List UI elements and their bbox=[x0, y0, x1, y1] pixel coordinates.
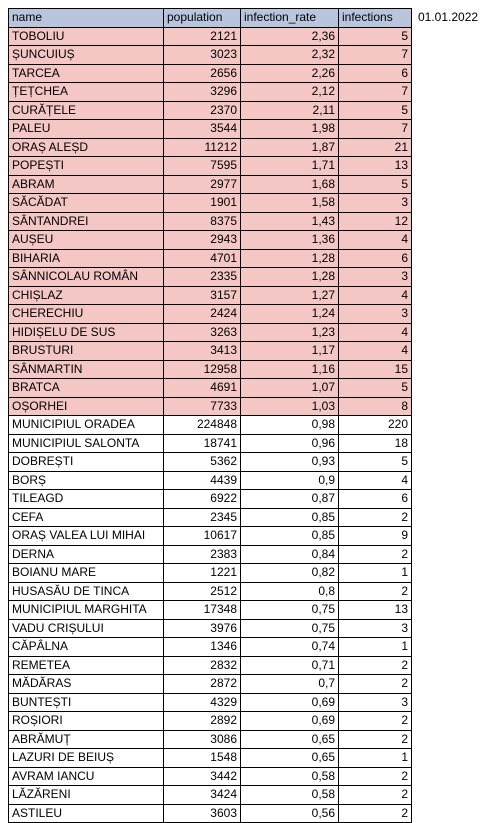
cell-population[interactable]: 3424 bbox=[164, 786, 241, 805]
table-row bbox=[9, 416, 412, 435]
cell-infections[interactable]: 4 bbox=[339, 286, 412, 305]
cell-infections[interactable]: 13 bbox=[339, 157, 412, 176]
table-row bbox=[9, 379, 412, 398]
table-row bbox=[9, 64, 412, 83]
table-row bbox=[9, 268, 412, 287]
table-row bbox=[9, 582, 412, 601]
table-row bbox=[9, 212, 412, 231]
cell-infections[interactable]: 2 bbox=[339, 767, 412, 786]
table-row bbox=[9, 786, 412, 805]
cell-infection-rate[interactable]: 1,28 bbox=[241, 249, 339, 268]
cell-name[interactable]: MĂDĂRAS bbox=[9, 675, 164, 694]
cell-infections[interactable]: 2 bbox=[339, 712, 412, 731]
cell-infection-rate[interactable]: 1,07 bbox=[241, 379, 339, 398]
cell-population[interactable]: 2832 bbox=[164, 656, 241, 675]
table-row bbox=[9, 323, 412, 342]
cell-name[interactable]: ȘUNCUIUȘ bbox=[9, 46, 164, 65]
cell-name[interactable]: SĂCĂDAT bbox=[9, 194, 164, 213]
cell-infection-rate[interactable]: 1,16 bbox=[241, 360, 339, 379]
cell-infection-rate[interactable]: 0,84 bbox=[241, 545, 339, 564]
cell-infections[interactable]: 3 bbox=[339, 194, 412, 213]
table-row bbox=[9, 138, 412, 157]
cell-infections[interactable]: 12 bbox=[339, 212, 412, 231]
cell-infection-rate[interactable]: 0,65 bbox=[241, 749, 339, 768]
cell-population[interactable]: 1221 bbox=[164, 564, 241, 583]
cell-population[interactable]: 224848 bbox=[164, 416, 241, 435]
cell-infections[interactable]: 3 bbox=[339, 693, 412, 712]
cell-population[interactable]: 11212 bbox=[164, 138, 241, 157]
cell-infections[interactable]: 2 bbox=[339, 545, 412, 564]
cell-infections[interactable]: 1 bbox=[339, 564, 412, 583]
cell-infections[interactable]: 6 bbox=[339, 249, 412, 268]
cell-name[interactable]: BRATCA bbox=[9, 379, 164, 398]
table-row bbox=[9, 749, 412, 768]
cell-infection-rate[interactable]: 2,36 bbox=[241, 27, 339, 46]
header-cell-name[interactable]: name bbox=[9, 9, 164, 28]
cell-infections[interactable]: 5 bbox=[339, 175, 412, 194]
cell-name[interactable]: PALEU bbox=[9, 120, 164, 139]
table-row bbox=[9, 286, 412, 305]
cell-population[interactable]: 7595 bbox=[164, 157, 241, 176]
cell-population[interactable]: 10617 bbox=[164, 527, 241, 546]
cell-population[interactable]: 6922 bbox=[164, 490, 241, 509]
cell-name[interactable]: ORAȘ ALEȘD bbox=[9, 138, 164, 157]
spreadsheet bbox=[8, 8, 412, 823]
cell-infection-rate[interactable]: 1,03 bbox=[241, 397, 339, 416]
cell-name[interactable]: LĂZĂRENI bbox=[9, 786, 164, 805]
cell-name[interactable]: CHIȘLAZ bbox=[9, 286, 164, 305]
cell-infections[interactable]: 3 bbox=[339, 305, 412, 324]
cell-infection-rate[interactable]: 1,36 bbox=[241, 231, 339, 250]
table-row bbox=[9, 231, 412, 250]
cell-infections[interactable]: 2 bbox=[339, 675, 412, 694]
cell-population[interactable]: 4439 bbox=[164, 471, 241, 490]
cell-infection-rate[interactable]: 0,8 bbox=[241, 582, 339, 601]
cell-population[interactable]: 2121 bbox=[164, 27, 241, 46]
cell-population[interactable]: 5362 bbox=[164, 453, 241, 472]
table-row bbox=[9, 767, 412, 786]
cell-infection-rate[interactable]: 0,58 bbox=[241, 767, 339, 786]
cell-infections[interactable]: 4 bbox=[339, 471, 412, 490]
cell-infection-rate[interactable]: 0,75 bbox=[241, 601, 339, 620]
cell-infection-rate[interactable]: 1,58 bbox=[241, 194, 339, 213]
cell-infections[interactable]: 1 bbox=[339, 749, 412, 768]
cell-population[interactable]: 3296 bbox=[164, 83, 241, 102]
cell-population[interactable]: 18741 bbox=[164, 434, 241, 453]
table-row bbox=[9, 638, 412, 657]
cell-infections[interactable]: 7 bbox=[339, 120, 412, 139]
cell-infections[interactable]: 2 bbox=[339, 582, 412, 601]
cell-name[interactable]: MUNICIPIUL ORADEA bbox=[9, 416, 164, 435]
header-cell-infections[interactable]: infections bbox=[339, 9, 412, 28]
table-row bbox=[9, 693, 412, 712]
table-row bbox=[9, 453, 412, 472]
cell-name[interactable]: BUNTEȘTI bbox=[9, 693, 164, 712]
cell-population[interactable]: 3157 bbox=[164, 286, 241, 305]
cell-name[interactable]: CEFA bbox=[9, 508, 164, 527]
date-label[interactable]: 01.01.2022 bbox=[418, 10, 479, 24]
cell-population[interactable]: 3603 bbox=[164, 804, 241, 823]
cell-name[interactable]: VADU CRIȘULUI bbox=[9, 619, 164, 638]
table-row bbox=[9, 675, 412, 694]
cell-population[interactable]: 2977 bbox=[164, 175, 241, 194]
cell-infection-rate[interactable]: 1,27 bbox=[241, 286, 339, 305]
cell-population[interactable]: 2345 bbox=[164, 508, 241, 527]
cell-infections[interactable]: 2 bbox=[339, 804, 412, 823]
cell-infection-rate[interactable]: 0,75 bbox=[241, 619, 339, 638]
cell-infection-rate[interactable]: 0,96 bbox=[241, 434, 339, 453]
cell-population[interactable]: 2370 bbox=[164, 101, 241, 120]
cell-infections[interactable]: 6 bbox=[339, 490, 412, 509]
cell-population[interactable]: 8375 bbox=[164, 212, 241, 231]
cell-infection-rate[interactable]: 1,68 bbox=[241, 175, 339, 194]
cell-population[interactable]: 3023 bbox=[164, 46, 241, 65]
cell-name[interactable]: BRUSTURI bbox=[9, 342, 164, 361]
cell-infection-rate[interactable]: 0,71 bbox=[241, 656, 339, 675]
cell-population[interactable]: 2512 bbox=[164, 582, 241, 601]
cell-infection-rate[interactable]: 0,87 bbox=[241, 490, 339, 509]
cell-infections[interactable]: 3 bbox=[339, 268, 412, 287]
cell-infections[interactable]: 5 bbox=[339, 101, 412, 120]
cell-infections[interactable]: 5 bbox=[339, 453, 412, 472]
cell-name[interactable]: TOBOLIU bbox=[9, 27, 164, 46]
table-row bbox=[9, 120, 412, 139]
cell-infection-rate[interactable]: 0,7 bbox=[241, 675, 339, 694]
cell-name[interactable]: AUȘEU bbox=[9, 231, 164, 250]
cell-infection-rate[interactable]: 0,82 bbox=[241, 564, 339, 583]
cell-population[interactable]: 2872 bbox=[164, 675, 241, 694]
cell-infections[interactable]: 15 bbox=[339, 360, 412, 379]
table-row bbox=[9, 601, 412, 620]
cell-infections[interactable]: 9 bbox=[339, 527, 412, 546]
cell-name[interactable]: LAZURI DE BEIUȘ bbox=[9, 749, 164, 768]
table-row bbox=[9, 305, 412, 324]
cell-name[interactable]: ABRAM bbox=[9, 175, 164, 194]
cell-name[interactable]: ABRĂMUȚ bbox=[9, 730, 164, 749]
cell-name[interactable]: MUNICIPIUL SALONTA bbox=[9, 434, 164, 453]
cell-name[interactable]: SÂNMARTIN bbox=[9, 360, 164, 379]
cell-population[interactable]: 1901 bbox=[164, 194, 241, 213]
cell-infections[interactable]: 5 bbox=[339, 27, 412, 46]
cell-infection-rate[interactable]: 0,74 bbox=[241, 638, 339, 657]
cell-name[interactable]: ORAȘ VALEA LUI MIHAI bbox=[9, 527, 164, 546]
table-row bbox=[9, 471, 412, 490]
cell-infection-rate[interactable]: 0,56 bbox=[241, 804, 339, 823]
cell-infections[interactable]: 21 bbox=[339, 138, 412, 157]
cell-infections[interactable]: 2 bbox=[339, 730, 412, 749]
cell-name[interactable]: CĂPÂLNA bbox=[9, 638, 164, 657]
header-cell-infection-rate[interactable]: infection_rate bbox=[241, 9, 339, 28]
cell-name[interactable]: ASTILEU bbox=[9, 804, 164, 823]
table-row bbox=[9, 527, 412, 546]
cell-population[interactable]: 3544 bbox=[164, 120, 241, 139]
cell-infection-rate[interactable]: 1,17 bbox=[241, 342, 339, 361]
cell-infection-rate[interactable]: 0,85 bbox=[241, 527, 339, 546]
cell-infections[interactable]: 2 bbox=[339, 786, 412, 805]
cell-infections[interactable]: 4 bbox=[339, 323, 412, 342]
cell-name[interactable]: BORȘ bbox=[9, 471, 164, 490]
table-row bbox=[9, 712, 412, 731]
cell-infections[interactable]: 13 bbox=[339, 601, 412, 620]
cell-name[interactable]: ȚEȚCHEA bbox=[9, 83, 164, 102]
cell-name[interactable]: CURĂȚELE bbox=[9, 101, 164, 120]
table-row bbox=[9, 360, 412, 379]
table-row bbox=[9, 545, 412, 564]
cell-infection-rate[interactable]: 2,26 bbox=[241, 64, 339, 83]
cell-name[interactable]: OȘORHEI bbox=[9, 397, 164, 416]
cell-infections[interactable]: 18 bbox=[339, 434, 412, 453]
cell-infection-rate[interactable]: 0,69 bbox=[241, 712, 339, 731]
cell-infections[interactable]: 7 bbox=[339, 46, 412, 65]
cell-name[interactable]: DOBREȘTI bbox=[9, 453, 164, 472]
cell-infections[interactable]: 6 bbox=[339, 64, 412, 83]
table-row bbox=[9, 730, 412, 749]
cell-name[interactable]: SÂNTANDREI bbox=[9, 212, 164, 231]
cell-infection-rate[interactable]: 1,24 bbox=[241, 305, 339, 324]
cell-infections[interactable]: 2 bbox=[339, 656, 412, 675]
cell-name[interactable]: HIDIȘELU DE SUS bbox=[9, 323, 164, 342]
cell-infections[interactable]: 7 bbox=[339, 83, 412, 102]
cell-population[interactable]: 2656 bbox=[164, 64, 241, 83]
table-row bbox=[9, 508, 412, 527]
table-row bbox=[9, 101, 412, 120]
cell-infections[interactable]: 4 bbox=[339, 342, 412, 361]
cell-name[interactable]: TARCEA bbox=[9, 64, 164, 83]
cell-infection-rate[interactable]: 2,12 bbox=[241, 83, 339, 102]
table-row bbox=[9, 564, 412, 583]
cell-population[interactable]: 2335 bbox=[164, 268, 241, 287]
cell-name[interactable]: CHERECHIU bbox=[9, 305, 164, 324]
table-row bbox=[9, 175, 412, 194]
cell-infection-rate[interactable]: 0,58 bbox=[241, 786, 339, 805]
cell-infection-rate[interactable]: 0,98 bbox=[241, 416, 339, 435]
cell-infection-rate[interactable]: 1,28 bbox=[241, 268, 339, 287]
cell-infection-rate[interactable]: 1,23 bbox=[241, 323, 339, 342]
cell-infection-rate[interactable]: 1,43 bbox=[241, 212, 339, 231]
table-row bbox=[9, 157, 412, 176]
cell-infection-rate[interactable]: 2,11 bbox=[241, 101, 339, 120]
table-row bbox=[9, 27, 412, 46]
cell-population[interactable]: 7733 bbox=[164, 397, 241, 416]
cell-name[interactable]: MUNICIPIUL MARGHITA bbox=[9, 601, 164, 620]
cell-infection-rate[interactable]: 1,98 bbox=[241, 120, 339, 139]
cell-infections[interactable]: 2 bbox=[339, 508, 412, 527]
data-table bbox=[8, 8, 412, 823]
cell-infection-rate[interactable]: 0,93 bbox=[241, 453, 339, 472]
table-row bbox=[9, 194, 412, 213]
cell-name[interactable]: BOIANU MARE bbox=[9, 564, 164, 583]
cell-population[interactable]: 3413 bbox=[164, 342, 241, 361]
cell-population[interactable]: 3263 bbox=[164, 323, 241, 342]
cell-population[interactable]: 3086 bbox=[164, 730, 241, 749]
cell-infection-rate[interactable]: 0,9 bbox=[241, 471, 339, 490]
table-row bbox=[9, 656, 412, 675]
cell-population[interactable]: 4329 bbox=[164, 693, 241, 712]
cell-infections[interactable]: 4 bbox=[339, 231, 412, 250]
cell-population[interactable]: 2943 bbox=[164, 231, 241, 250]
table-row bbox=[9, 46, 412, 65]
table-row bbox=[9, 83, 412, 102]
cell-name[interactable]: TILEAGD bbox=[9, 490, 164, 509]
cell-infections[interactable]: 1 bbox=[339, 638, 412, 657]
cell-name[interactable]: POPEȘTI bbox=[9, 157, 164, 176]
cell-infection-rate[interactable]: 1,71 bbox=[241, 157, 339, 176]
header-row bbox=[9, 9, 412, 28]
cell-name[interactable]: BIHARIA bbox=[9, 249, 164, 268]
cell-infections[interactable]: 3 bbox=[339, 619, 412, 638]
cell-name[interactable]: HUSASĂU DE TINCA bbox=[9, 582, 164, 601]
cell-population[interactable]: 4691 bbox=[164, 379, 241, 398]
table-row bbox=[9, 397, 412, 416]
table-row bbox=[9, 490, 412, 509]
cell-population[interactable]: 1346 bbox=[164, 638, 241, 657]
cell-name[interactable]: DERNA bbox=[9, 545, 164, 564]
cell-infections[interactable]: 8 bbox=[339, 397, 412, 416]
cell-infections[interactable]: 5 bbox=[339, 379, 412, 398]
cell-name[interactable]: SÂNNICOLAU ROMÂN bbox=[9, 268, 164, 287]
cell-infection-rate[interactable]: 2,32 bbox=[241, 46, 339, 65]
cell-infection-rate[interactable]: 0,85 bbox=[241, 508, 339, 527]
cell-infection-rate[interactable]: 1,87 bbox=[241, 138, 339, 157]
cell-population[interactable]: 12958 bbox=[164, 360, 241, 379]
cell-population[interactable]: 2383 bbox=[164, 545, 241, 564]
cell-population[interactable]: 2892 bbox=[164, 712, 241, 731]
cell-population[interactable]: 4701 bbox=[164, 249, 241, 268]
cell-infection-rate[interactable]: 0,65 bbox=[241, 730, 339, 749]
cell-population[interactable]: 17348 bbox=[164, 601, 241, 620]
cell-population[interactable]: 3442 bbox=[164, 767, 241, 786]
cell-name[interactable]: REMETEA bbox=[9, 656, 164, 675]
header-cell-population[interactable]: population bbox=[164, 9, 241, 28]
cell-infections[interactable]: 220 bbox=[339, 416, 412, 435]
table-row bbox=[9, 249, 412, 268]
cell-population[interactable]: 3976 bbox=[164, 619, 241, 638]
cell-infection-rate[interactable]: 0,69 bbox=[241, 693, 339, 712]
cell-population[interactable]: 2424 bbox=[164, 305, 241, 324]
table-row bbox=[9, 434, 412, 453]
table-row bbox=[9, 342, 412, 361]
cell-name[interactable]: ROȘIORI bbox=[9, 712, 164, 731]
cell-name[interactable]: AVRAM IANCU bbox=[9, 767, 164, 786]
cell-population[interactable]: 1548 bbox=[164, 749, 241, 768]
table-row bbox=[9, 619, 412, 638]
